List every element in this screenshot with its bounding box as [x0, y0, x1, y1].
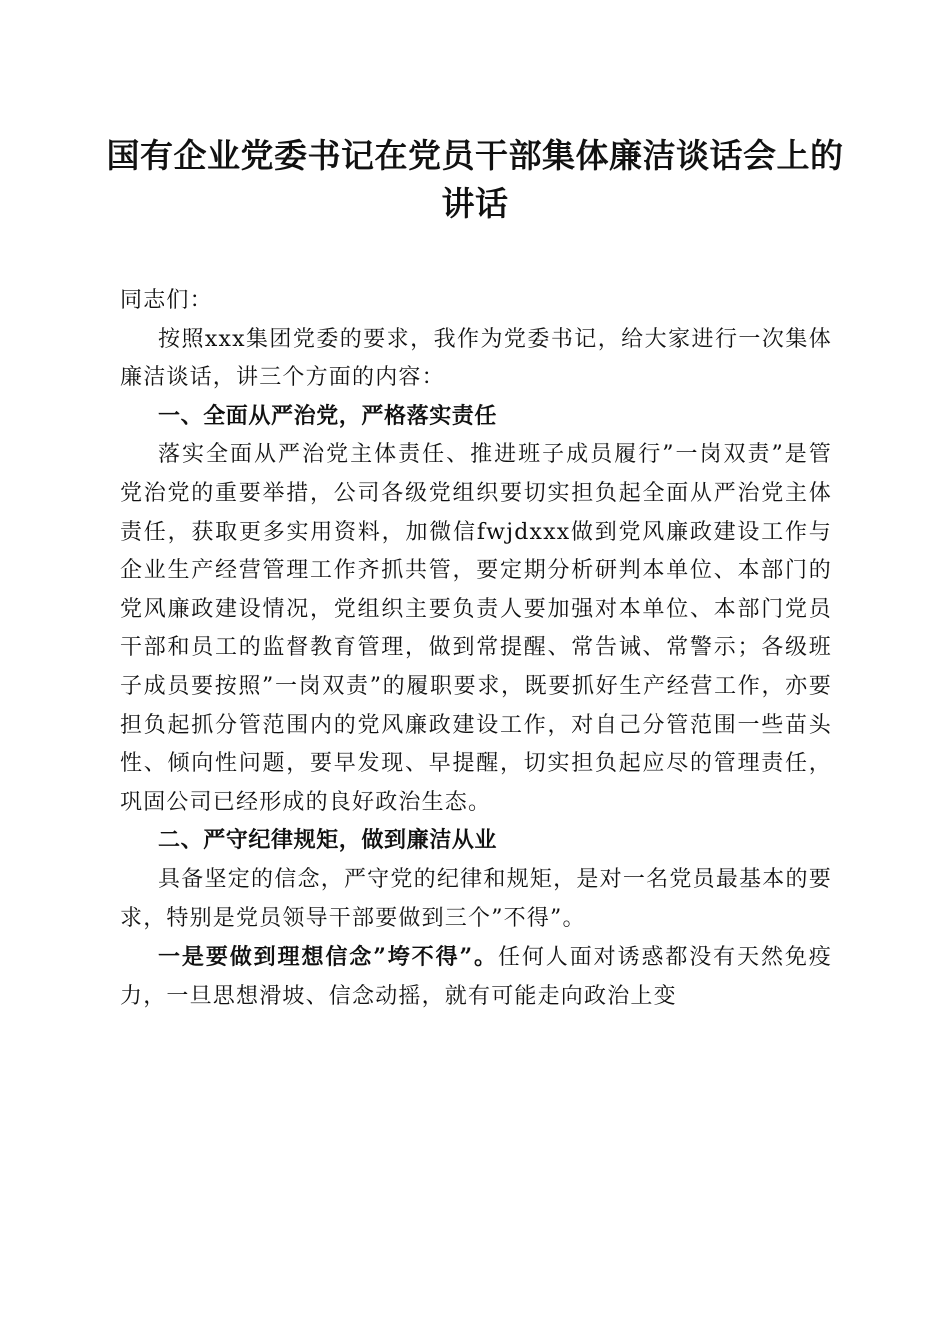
- document-body: [120, 282, 832, 1016]
- section-2-point-1: [120, 938, 832, 1016]
- section-2-heading: 二、严守纪律规矩，做到廉洁从业: [158, 828, 498, 854]
- section-1-heading: 一、全面从严治党，严格落实责任: [158, 403, 498, 429]
- section-1-paragraph: 落实全面从严治党主体责任、推进班子成员履行”一岗双责”是管党治党的重要举措，公司各级党组织要切实担负起全面从严治党主体责任，获取更多实用资料，加微信fwjdxxx做到党风廉政建设工作与企业生产经营管理工作齐抓共管，要定期分析研判本单位、本部门的党风廉政建设情况，党组织主要负责人要加强对本单位、本部门党员干部和员工的监督教育管理，做到常提醒、常告诫、常警示；各级班子成员要按照”一岗双责”的履职要求，既要抓好生产经营工作，亦要担负起抓分管范围内的党风廉政建设工作，对自己分管范围一些苗头性、倾向性问题，要早发现、早提醒，切实担负起应尽的管理责任，巩固公司已经形成的良好政治生态。: [120, 442, 832, 815]
- intro-paragraph: 按照xxx集团党委的要求，我作为党委书记，给大家进行一次集体廉洁谈话，讲三个方面的内容：: [120, 326, 832, 391]
- salutation: 同志们：: [120, 288, 213, 313]
- section-2-paragraph: 具备坚定的信念，严守党的纪律和规矩，是对一名党员最基本的要求，特别是党员领导干部要做到三个”不得”。: [120, 866, 832, 931]
- document-title: 国有企业党委书记在党员干部集体廉洁谈话会上的讲话: [106, 136, 844, 223]
- point-1-text: 任何人面对诱惑都没有天然免疫力，一旦思想滑坡、信念动摇，就有可能走向政治上变: [120, 945, 832, 1009]
- point-1-lead: 一是要做到理想信念”垮不得”。: [158, 944, 498, 971]
